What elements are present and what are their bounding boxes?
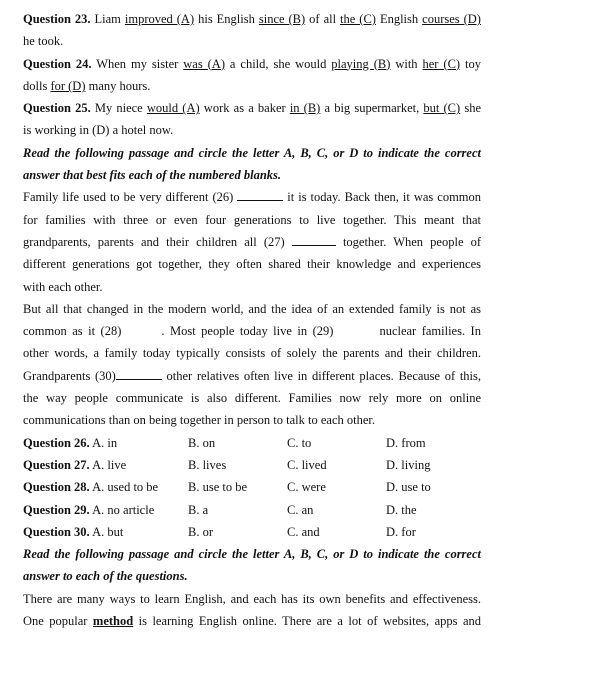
text: Family life used to be very different (26)	[23, 190, 234, 205]
blank-26[interactable]	[237, 188, 283, 201]
passage-1-line-10: the way people communicate is also different. Families now rely more on online	[23, 391, 481, 406]
option-b[interactable]: B. or	[188, 524, 213, 539]
passage-1-line-3	[23, 231, 481, 253]
underlined-option-d: courses (D)	[422, 12, 481, 26]
option-a[interactable]: A. in	[89, 435, 118, 450]
text: One popular	[23, 614, 93, 629]
text: with	[390, 56, 423, 71]
underlined-option-a: would (A)	[146, 101, 200, 116]
question-24-line-2	[23, 75, 481, 97]
option-d[interactable]: D. living	[386, 457, 431, 472]
underlined-option-c: but (C)	[423, 101, 461, 116]
question-23-line-2: he took.	[23, 34, 64, 49]
question-29-options	[23, 499, 481, 521]
text: a child, she would	[224, 56, 332, 71]
option-b[interactable]: B. on	[188, 435, 216, 450]
question-24-line-1	[23, 53, 481, 75]
passage-1-line-7	[23, 320, 481, 342]
underlined-option-d: for (D)	[50, 78, 86, 93]
option-a[interactable]: A. live	[89, 457, 127, 472]
question-26-options	[23, 432, 481, 454]
text: of all	[305, 12, 341, 26]
text: she	[460, 101, 481, 116]
passage-2-line-1: There are many ways to learn English, and each has its own benefits and effectiveness.	[23, 591, 481, 606]
worksheet-page	[23, 8, 481, 632]
underlined-option-a: improved (A)	[124, 12, 195, 26]
underlined-option-b: playing (B)	[331, 56, 391, 71]
option-d[interactable]: D. for	[386, 524, 416, 539]
option-c[interactable]: C. to	[287, 435, 312, 450]
instruction-2-line-2: answer to each of the questions.	[23, 569, 188, 584]
question-26-label: Question 26.	[23, 435, 90, 450]
question-28-label: Question 28.	[23, 480, 90, 495]
text: Grandparents (30)	[23, 368, 116, 383]
question-25-label: Question 25.	[23, 101, 91, 116]
option-d[interactable]: D. the	[386, 502, 417, 517]
question-24-label: Question 24.	[23, 56, 92, 71]
underlined-option-a: was (A)	[183, 56, 225, 71]
question-23-label: Question 23.	[23, 12, 91, 26]
text: My niece	[90, 101, 147, 116]
question-30-label: Question 30.	[23, 524, 90, 539]
option-a[interactable]: A. but	[89, 524, 124, 539]
passage-1-line-2: for families with three or even four generations to live together. This meant that	[23, 212, 481, 227]
option-d[interactable]: D. from	[386, 435, 426, 450]
text: common as it (28)	[23, 324, 122, 339]
question-25-line-1	[23, 97, 481, 119]
question-30-options	[23, 521, 481, 543]
blank-30[interactable]	[116, 367, 162, 380]
option-c[interactable]: C. an	[287, 502, 314, 517]
question-23-line-1	[23, 8, 481, 30]
instruction-2-line-1: Read the following passage and circle the letter A, B, C, or D to indicate the correct	[23, 547, 481, 562]
option-b[interactable]: B. lives	[188, 457, 227, 472]
passage-2-line-2	[23, 610, 481, 632]
text: nuclear families. In	[379, 324, 481, 339]
underlined-option-b: since (B)	[258, 12, 306, 26]
option-b[interactable]: B. use to be	[188, 480, 248, 495]
passage-1-line-11: communications than on being together in person to talk to each other.	[23, 413, 375, 428]
text: work as a baker	[199, 101, 290, 116]
passage-1-line-5: with each other.	[23, 279, 103, 294]
underlined-option-c: her (C)	[422, 56, 461, 71]
question-27-label: Question 27.	[23, 457, 90, 472]
text: many hours.	[85, 78, 151, 93]
passage-1-line-6: But all that changed in the modern world, and the idea of an extended family is not as	[23, 301, 481, 316]
text: . Most people today live in (29)	[161, 324, 334, 339]
option-d[interactable]: D. use to	[386, 480, 431, 495]
text: grandparents, parents and their children all (27)	[23, 234, 285, 249]
text: Liam	[90, 12, 125, 26]
question-28-options	[23, 476, 481, 498]
text: together. When people of	[342, 234, 482, 249]
highlighted-word-method: method	[92, 614, 134, 629]
text: When my sister	[91, 56, 184, 71]
underlined-option-b: in (B)	[289, 101, 321, 116]
question-25-line-2: is working in (D) a hotel now.	[23, 123, 174, 138]
instruction-1-line-2: answer that best fits each of the numbered blanks.	[23, 168, 282, 183]
passage-1-line-8: other words, a family today typically consists of solely the parents and their children.	[23, 346, 481, 361]
text: English	[375, 12, 423, 26]
question-29-label: Question 29.	[23, 502, 90, 517]
option-c[interactable]: C. and	[287, 524, 320, 539]
text: other relatives often live in different places. Because of this,	[166, 368, 482, 383]
text: it is today. Back then, it was common	[287, 190, 482, 205]
text: his English	[194, 12, 259, 26]
option-a[interactable]: A. used to be	[89, 480, 159, 495]
passage-1-line-4: different generations got together, they often shared their knowledge and experiences	[23, 257, 481, 272]
option-c[interactable]: C. lived	[287, 457, 327, 472]
option-b[interactable]: B. a	[188, 502, 209, 517]
passage-1-line-1	[23, 186, 481, 208]
blank-27[interactable]	[292, 233, 336, 246]
option-a[interactable]: A. no article	[89, 502, 155, 517]
passage-1-line-9	[23, 365, 481, 387]
instruction-1-line-1: Read the following passage and circle the letter A, B, C, or D to indicate the correct	[23, 145, 481, 160]
text: is learning English online. There are a lot of websites, apps and	[133, 614, 481, 629]
underlined-option-c: the (C)	[340, 12, 376, 26]
option-c[interactable]: C. were	[287, 480, 326, 495]
text: a big supermarket,	[320, 101, 424, 116]
question-27-options	[23, 454, 481, 476]
text: toy	[460, 56, 481, 71]
text: dolls	[23, 78, 51, 93]
